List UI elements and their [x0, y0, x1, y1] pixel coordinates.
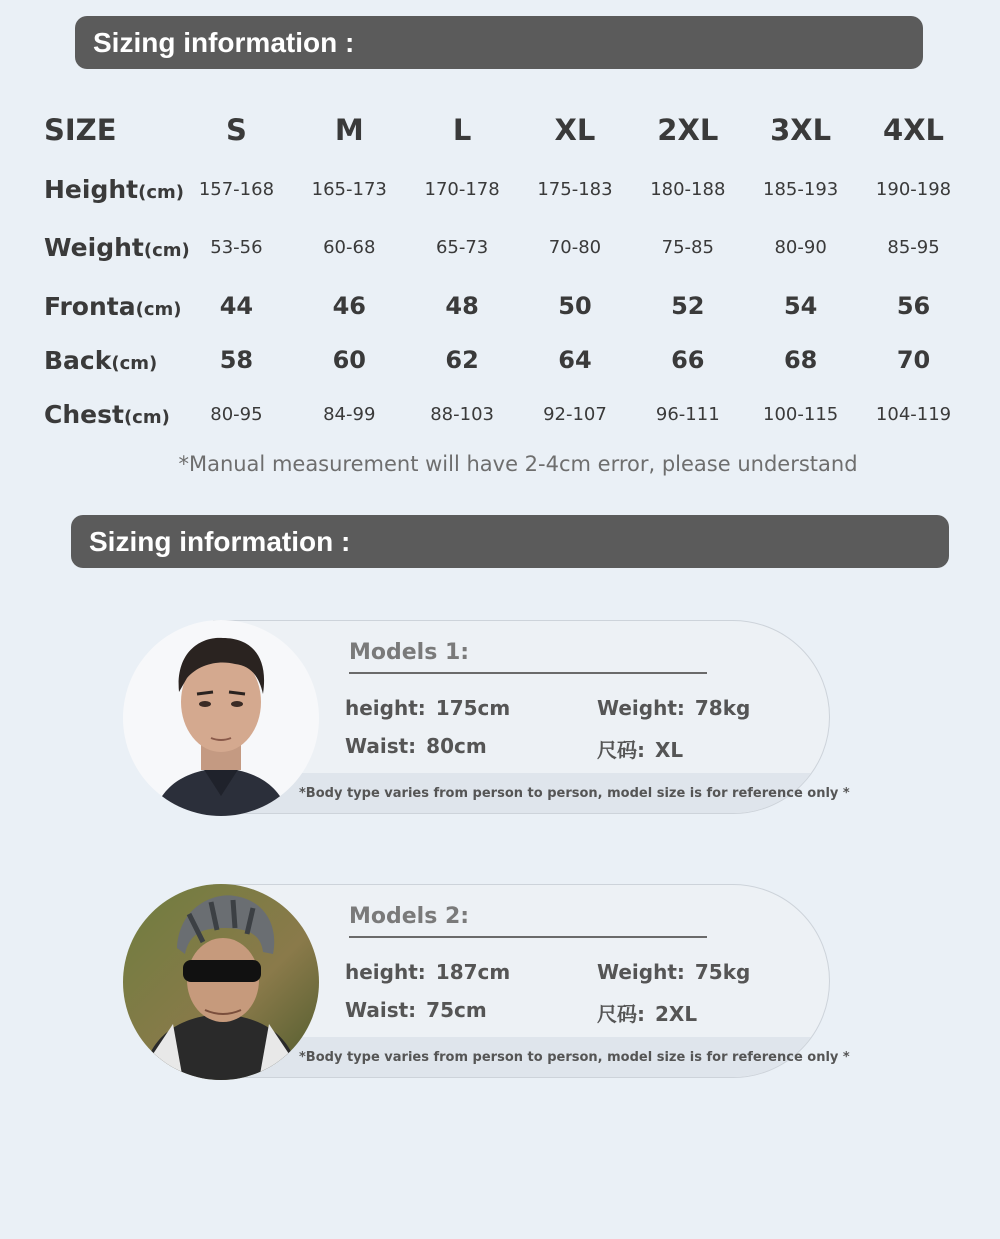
table-cell: 68: [783, 346, 818, 374]
row-label-weight: [30, 218, 190, 276]
size-label: 尺码:: [597, 738, 645, 762]
weight-label: Weight:: [597, 696, 685, 720]
model-height: [345, 960, 510, 984]
table-row-weight: [30, 218, 970, 276]
table-cell: 64: [558, 346, 592, 374]
table-cell: 88-103: [430, 403, 494, 425]
model-photo: [123, 884, 319, 1080]
size-header-label: SIZE: [44, 113, 117, 147]
table-cell: 53-56: [210, 236, 263, 258]
table-cell: 62: [445, 346, 479, 374]
row-label-text: Height: [44, 174, 139, 204]
height-label: height:: [345, 960, 426, 984]
table-cell: 180-188: [650, 178, 726, 200]
row-label-text: Fronta: [44, 291, 136, 321]
table-cell: 56: [896, 292, 931, 320]
table-row-height: [30, 160, 970, 218]
model-title: Models 1:: [349, 640, 470, 665]
size-header-row: [30, 100, 970, 160]
row-label-height: [30, 160, 184, 218]
model-portrait-image: [123, 620, 319, 816]
weight-label: Weight:: [597, 960, 685, 984]
table-cell: 185-193: [763, 178, 839, 200]
sizing-banner-top: Sizing information :: [75, 16, 923, 69]
waist-label: Waist:: [345, 998, 417, 1022]
model-card-1: [123, 620, 850, 816]
table-cell: 65-73: [435, 236, 489, 258]
unit-label: (cm): [123, 406, 170, 428]
model-size: [597, 734, 683, 763]
model-card-2: [123, 884, 850, 1080]
size-header-cell: S: [225, 113, 247, 147]
waist-value: 75cm: [426, 998, 487, 1022]
row-label-text: Back: [44, 345, 112, 375]
size-header-cell: 4XL: [883, 113, 945, 147]
table-cell: 70-80: [548, 236, 602, 258]
size-header-cell: 3XL: [770, 113, 832, 147]
size-value: 2XL: [655, 1002, 698, 1026]
table-cell: 92-107: [543, 403, 607, 425]
table-cell: 58: [219, 346, 254, 374]
table-cell: 44: [219, 292, 254, 320]
row-label-chest: [30, 384, 180, 444]
table-cell: 46: [332, 292, 366, 320]
model-size: [597, 998, 697, 1027]
title-underline: [349, 672, 707, 674]
table-cell: 80-95: [210, 403, 263, 425]
unit-label: (cm): [111, 352, 158, 374]
table-cell: 66: [671, 346, 705, 374]
weight-value: 75kg: [694, 960, 751, 984]
row-label-text: Weight: [44, 232, 144, 262]
table-cell: 54: [783, 292, 818, 320]
table-row-chest: [30, 384, 970, 444]
model-waist: [345, 998, 487, 1022]
table-cell: 80-90: [774, 236, 827, 258]
table-row-back: [30, 336, 970, 384]
height-value: 187cm: [435, 960, 511, 984]
table-cell: 48: [445, 292, 479, 320]
table-cell: 100-115: [763, 403, 839, 425]
model-waist: [345, 734, 487, 758]
sizing-banner-bottom: Sizing information :: [71, 515, 949, 568]
table-cell: 170-178: [424, 178, 500, 200]
model-disclaimer: *Body type varies from person to person, model size is for reference only *: [299, 786, 850, 801]
unit-label: (cm): [135, 298, 182, 320]
model-weight: [597, 960, 750, 984]
size-chart-table: [30, 100, 970, 444]
size-header-cell: L: [452, 113, 472, 147]
unit-label: (cm): [138, 181, 184, 203]
table-cell: 52: [671, 292, 705, 320]
table-cell: 50: [558, 292, 592, 320]
waist-label: Waist:: [345, 734, 417, 758]
waist-value: 80cm: [426, 734, 487, 758]
row-label-fronta: [30, 276, 180, 336]
table-cell: 190-198: [875, 178, 952, 200]
table-cell: 60: [332, 346, 366, 374]
table-cell: 84-99: [323, 403, 376, 425]
title-underline: [349, 936, 707, 938]
row-label-back: [30, 336, 180, 384]
size-header-cell: XL: [554, 113, 596, 147]
model-title: Models 2:: [349, 904, 470, 929]
size-label: 尺码:: [597, 1002, 645, 1026]
table-cell: 75-85: [661, 236, 714, 258]
table-cell: 157-168: [198, 178, 275, 200]
model-photo: [123, 620, 319, 816]
weight-value: 78kg: [694, 696, 751, 720]
height-value: 175cm: [435, 696, 511, 720]
model-cyclist-image: [123, 884, 319, 1080]
model-height: [345, 696, 510, 720]
table-cell: 85-95: [887, 236, 940, 258]
row-label-text: Chest: [44, 399, 124, 429]
model-disclaimer: *Body type varies from person to person, model size is for reference only *: [299, 1050, 850, 1065]
table-cell: 96-111: [655, 403, 720, 425]
size-header-cell: 2XL: [657, 113, 719, 147]
unit-label: (cm): [143, 239, 190, 261]
measurement-note: *Manual measurement will have 2-4cm error, please understand: [178, 452, 858, 476]
size-value: XL: [655, 738, 684, 762]
table-cell: 175-183: [537, 178, 613, 200]
table-row-fronta: [30, 276, 970, 336]
table-cell: 60-68: [323, 236, 376, 258]
size-header-cell: M: [334, 113, 364, 147]
height-label: height:: [345, 696, 426, 720]
table-cell: 165-173: [311, 178, 387, 200]
model-weight: [597, 696, 750, 720]
table-cell: 70: [896, 346, 931, 374]
table-cell: 104-119: [875, 403, 952, 425]
